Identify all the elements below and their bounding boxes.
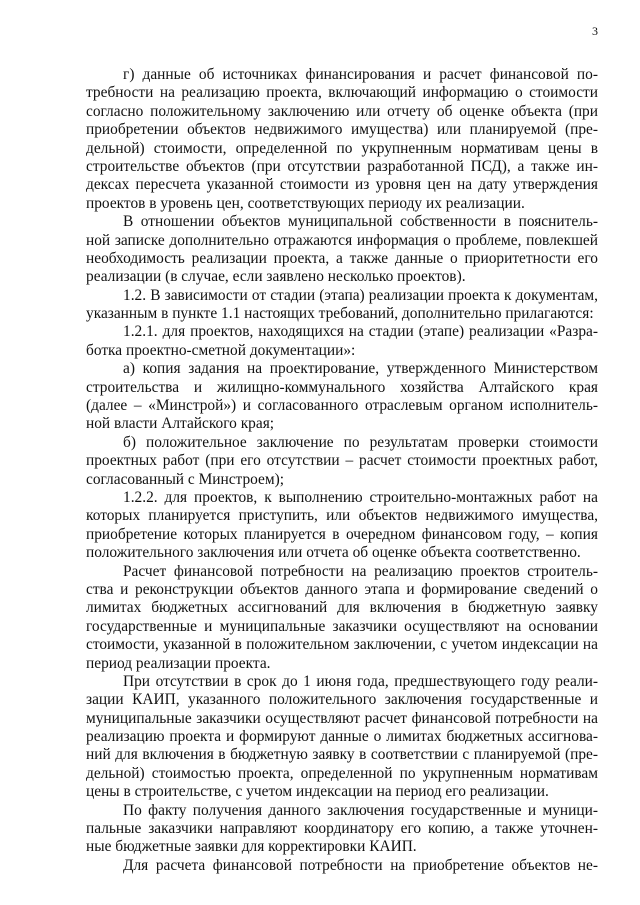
- text-line: (далее – «Минстрой») и согласованного отраслевым органом исполнитель-: [86, 397, 598, 415]
- text-line: проектных работ (при его отсутствии – расчет стоимости проектных работ,: [86, 452, 598, 470]
- text-line: приобретении объектов недвижимого имущества) или планируемой (пре-: [86, 121, 598, 139]
- paragraph: [86, 360, 598, 434]
- text-line: которых планируется приступить, или объектов недвижимого имущества,: [86, 507, 598, 525]
- text-line: ной власти Алтайского края;: [86, 415, 275, 433]
- paragraph: [86, 673, 598, 802]
- text-line: строительства и жилищно-коммунального хозяйства Алтайского края: [86, 378, 598, 396]
- text-line: цены в строительстве, с учетом индексации на период его реализации.: [86, 783, 549, 801]
- text-line: государственные и муниципальные заказчики осуществляют на основании: [86, 617, 598, 635]
- text-line: строительстве объектов (при отсутствии разработанной ПСД), а также ин-: [86, 157, 598, 175]
- text-line: ства и реконструкции объектов данного этапа и формирование сведений о: [86, 580, 598, 598]
- text-line: ные бюджетные заявки для корректировки КАИП.: [86, 838, 417, 856]
- text-line: 1.2.2. для проектов, к выполнению строительно-монтажных работ на: [123, 488, 598, 506]
- text-line: реализацию проекта и формируют данные о лимитах бюджетных ассигнова-: [86, 728, 598, 746]
- text-line: а) копия задания на проектирование, утвержденного Министерством: [123, 360, 598, 378]
- paragraph: [86, 287, 598, 324]
- paragraph: [86, 802, 598, 857]
- text-line: необходимость реализации проекта, а также данные о приоритетности его: [86, 249, 598, 267]
- text-line: положительного заключения или отчета об оценке объекта соответственно.: [86, 544, 581, 562]
- text-line: проектов в уровень цен, соответствующих периоду их реализации.: [86, 194, 525, 212]
- text-line: Для расчета финансовой потребности на приобретение объектов не-: [123, 856, 598, 874]
- document-body: [86, 66, 598, 875]
- text-line: период реализации проекта.: [86, 654, 271, 672]
- text-line: требности на реализацию проекта, включающий информацию о стоимости: [86, 84, 598, 102]
- text-line: г) данные об источниках финансирования и расчет финансовой по-: [123, 66, 598, 83]
- text-line: дельной) стоимостью проекта, определенной по укрупненным нормативам: [86, 764, 598, 782]
- text-line: зации КАИП, указанного положительного заключения государственные и: [86, 691, 598, 709]
- text-line: приобретение которых планируется в очередном финансовом году, – копия: [86, 525, 598, 543]
- text-line: 1.2. В зависимости от стадии (этапа) реализации проекта к документам,: [123, 286, 598, 304]
- text-line: лимитах бюджетных ассигнований для включения в бюджетную заявку: [86, 599, 598, 617]
- text-line: ботка проектно-сметной документации»:: [86, 341, 356, 359]
- text-line: При отсутствии в срок до 1 июня года, предшествующего году реали-: [123, 672, 598, 690]
- text-line: ний для включения в бюджетную заявку в соответствии с планируемой (пре-: [86, 746, 598, 764]
- text-line: б) положительное заключение по результатам проверки стоимости: [123, 433, 598, 451]
- text-line: По факту получения данного заключения государственные и муници-: [123, 801, 598, 819]
- text-line: реализации (в случае, если заявлено несколько проектов).: [86, 268, 466, 286]
- text-line: ной записке дополнительно отражаются информация о проблеме, повлекшей: [86, 231, 598, 249]
- paragraph: [86, 563, 598, 673]
- text-line: В отношении объектов муниципальной собственности в пояснитель-: [123, 213, 598, 231]
- text-line: стоимости, указанной в положительном заключении, с учетом индексации на: [86, 636, 598, 654]
- page-number: 3: [592, 24, 598, 38]
- text-line: Расчет финансовой потребности на реализацию проектов строитель-: [123, 562, 598, 580]
- paragraph: [86, 66, 598, 213]
- text-line: муниципальные заказчики осуществляют расчет финансовой потребности на: [86, 709, 598, 727]
- text-line: дельной) стоимости, определенной по укрупненным нормативам цены в: [86, 139, 598, 157]
- paragraph: [86, 489, 598, 563]
- paragraph: [86, 323, 598, 360]
- paragraph: [86, 857, 598, 875]
- paragraph: [86, 434, 598, 489]
- text-line: согласованный с Минстроем);: [86, 470, 285, 488]
- paragraph: [86, 213, 598, 287]
- text-line: согласно положительному заключению или отчету об оценке объекта (при: [86, 102, 598, 120]
- text-line: пальные заказчики направляют координатору его копию, а также уточнен-: [86, 820, 598, 838]
- text-line: указанным в пункте 1.1 настоящих требований, дополнительно прилагаются:: [86, 305, 594, 323]
- text-line: 1.2.1. для проектов, находящихся на стадии (этапе) реализации «Разра-: [123, 323, 598, 341]
- text-line: дексах пересчета указанной стоимости из уровня цен на дату утверждения: [86, 176, 598, 194]
